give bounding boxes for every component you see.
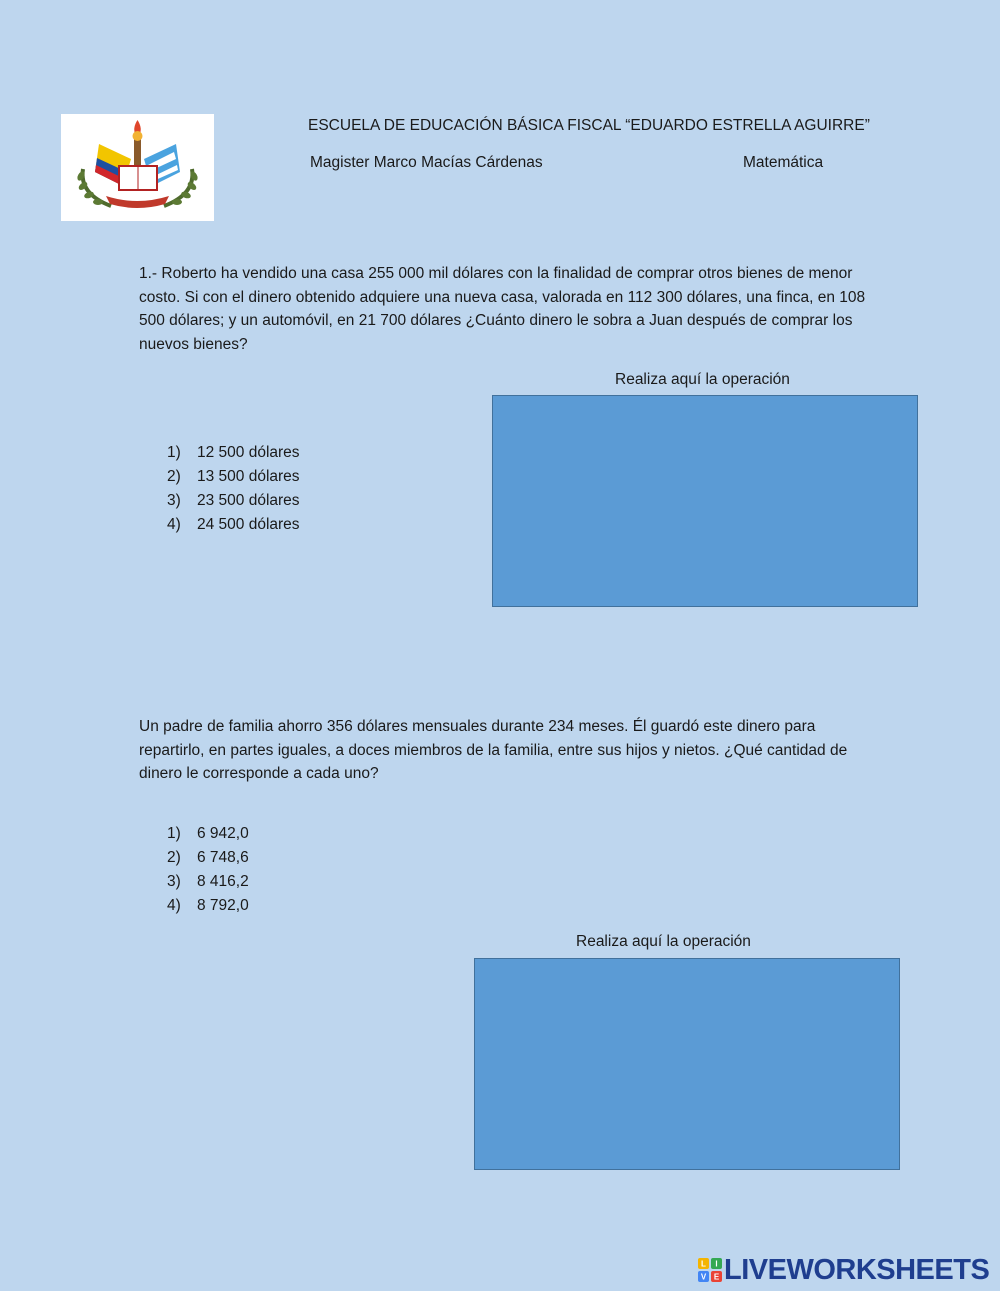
option-text: 24 500 dólares — [197, 516, 300, 533]
icon-letter: E — [713, 1272, 720, 1282]
option-item[interactable] — [167, 894, 249, 918]
option-number: 2) — [167, 468, 181, 485]
option-number: 3) — [167, 492, 181, 509]
option-item[interactable] — [167, 465, 300, 489]
option-number: 2) — [167, 849, 181, 866]
option-item[interactable] — [167, 822, 249, 846]
school-crest-icon — [61, 114, 214, 221]
school-logo — [61, 114, 214, 221]
option-number: 3) — [167, 873, 181, 890]
operation-label-2: Realiza aquí la operación — [576, 933, 751, 950]
answer-box-1[interactable] — [492, 395, 918, 607]
question-2-options — [167, 822, 249, 918]
option-item[interactable] — [167, 870, 249, 894]
option-text: 23 500 dólares — [197, 492, 300, 509]
option-text: 6 748,6 — [197, 849, 249, 866]
option-item[interactable] — [167, 513, 300, 537]
option-text: 12 500 dólares — [197, 444, 300, 461]
option-text: 8 416,2 — [197, 873, 249, 890]
option-text: 13 500 dólares — [197, 468, 300, 485]
option-item[interactable] — [167, 846, 249, 870]
option-number: 1) — [167, 825, 181, 842]
option-number: 1) — [167, 444, 181, 461]
question-1-options — [167, 441, 300, 537]
liveworksheets-brand[interactable] — [698, 1255, 989, 1285]
option-text: 8 792,0 — [197, 897, 249, 914]
operation-label-1: Realiza aquí la operación — [615, 371, 790, 388]
option-item[interactable] — [167, 489, 300, 513]
icon-letter: V — [700, 1272, 707, 1282]
subject-name: Matemática — [743, 154, 824, 171]
question-2-text: Un padre de familia ahorro 356 dólares mensuales durante 234 meses. Él guardó este dinero para repartirlo, en partes iguales, a doces miembros de la familia, entre sus hijos y nietos. ¿Qué cantidad de dinero le corresponde a cada uno? — [139, 718, 848, 782]
option-number: 4) — [167, 516, 181, 533]
teacher-name: Magister Marco Macías Cárdenas — [310, 154, 543, 171]
liveworksheets-logo-icon — [698, 1258, 722, 1282]
school-name: ESCUELA DE EDUCACIÓN BÁSICA FISCAL “EDUARDO ESTRELLA AGUIRRE” — [308, 117, 870, 134]
question-1-text: 1.- Roberto ha vendido una casa 255 000 mil dólares con la finalidad de comprar otros bienes de menor costo. Si con el dinero obtenido adquiere una nueva casa, valorada en 112 300 dólares, una finca, en 108 500 dólares; y un automóvil, en 21 700 dólares ¿Cuánto dinero le sobra a Juan después de comprar los nuevos bienes? — [139, 265, 866, 353]
option-text: 6 942,0 — [197, 825, 249, 842]
brand-name: LIVEWORKSHEETS — [724, 1253, 990, 1286]
option-item[interactable] — [167, 441, 300, 465]
answer-box-2[interactable] — [474, 958, 900, 1170]
icon-letter: I — [715, 1259, 718, 1269]
option-number: 4) — [167, 897, 181, 914]
icon-letter: L — [701, 1259, 706, 1269]
